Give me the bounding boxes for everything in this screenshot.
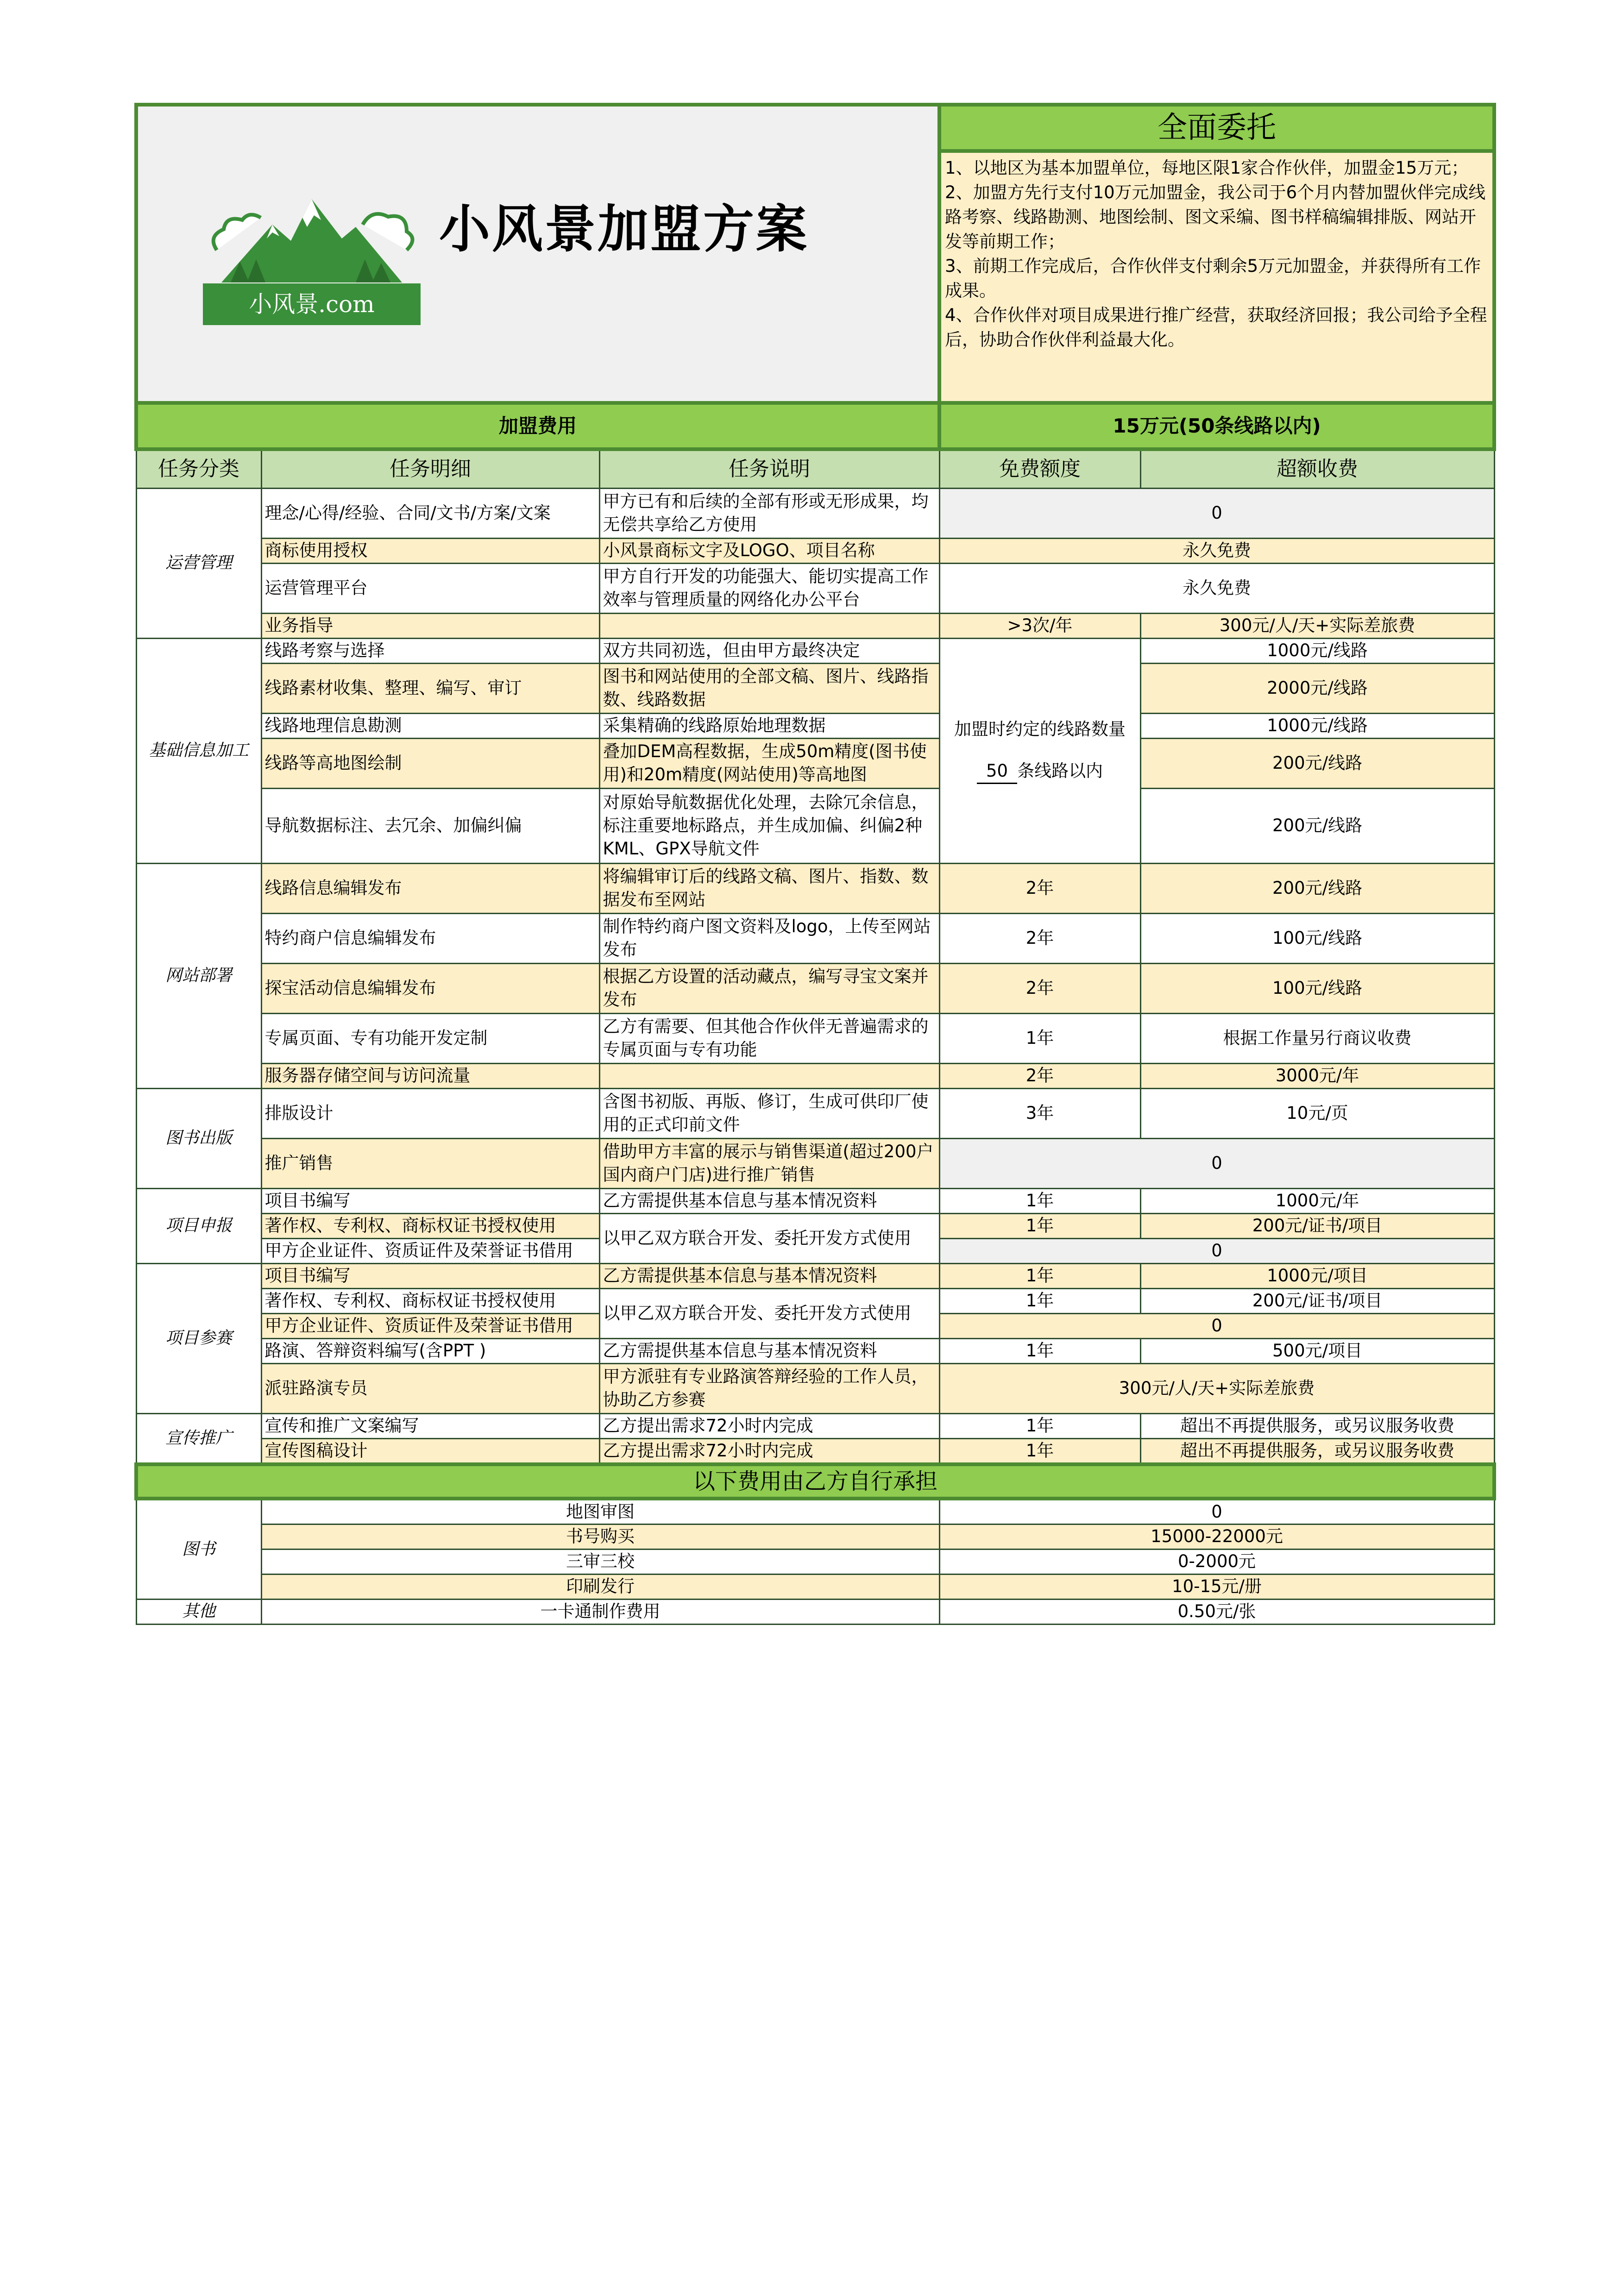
cost-item-name: 印刷发行 [261, 1574, 939, 1599]
table-row [136, 1363, 1494, 1413]
merged-fee: 永久免费 [939, 538, 1494, 563]
task-desc: 以甲乙双方联合开发、委托开发方式使用 [599, 1213, 939, 1263]
free-quota: 2年 [939, 863, 1140, 913]
table-row [136, 963, 1494, 1013]
merged-fee: 0 [939, 1238, 1494, 1263]
free-quota: 2年 [939, 913, 1140, 963]
task-detail: 线路等高地图绘制 [261, 738, 599, 788]
table-row [136, 1213, 1494, 1238]
free-quota: 3年 [939, 1088, 1140, 1138]
task-desc [599, 613, 939, 638]
extra-fee: 200元/线路 [1140, 738, 1494, 788]
table-row [136, 738, 1494, 788]
free-quota: 1年 [939, 1013, 1140, 1063]
task-desc: 乙方提出需求72小时内完成 [599, 1438, 939, 1464]
table-row [136, 663, 1494, 713]
cost-item-value: 15000-22000元 [939, 1524, 1494, 1549]
free-quota: 1年 [939, 1213, 1140, 1238]
task-detail: 宣传和推广文案编写 [261, 1413, 599, 1438]
basic-free-line [943, 759, 1137, 784]
task-desc: 根据乙方设置的活动藏点，编写寻宝文案并发布 [599, 963, 939, 1013]
free-quota: 1年 [939, 1438, 1140, 1464]
task-detail: 路演、答辩资料编写(含PPT ) [261, 1338, 599, 1363]
intro-line: 4、合作伙伴对项目成果进行推广经营，获取经济回报；我公司给予全程后，协助合作伙伴利益最大化。 [945, 305, 1487, 350]
col-header-detail: 任务明细 [261, 449, 599, 488]
extra-fee: 200元/线路 [1140, 788, 1494, 863]
task-detail: 派驻路演专员 [261, 1363, 599, 1413]
package-title: 全面委托 [939, 105, 1494, 151]
table-row [136, 488, 1494, 538]
table-row [136, 788, 1494, 863]
task-detail: 特约商户信息编辑发布 [261, 913, 599, 963]
task-desc: 制作特约商户图文资料及logo，上传至网站发布 [599, 913, 939, 963]
table-row [136, 1063, 1494, 1088]
task-desc: 乙方需提供基本信息与基本情况资料 [599, 1188, 939, 1213]
task-detail: 导航数据标注、去冗余、加偏纠偏 [261, 788, 599, 863]
table-row [136, 563, 1494, 613]
table-row [136, 1574, 1494, 1599]
extra-fee: 200元/证书/项目 [1140, 1288, 1494, 1313]
table-row [136, 863, 1494, 913]
basic-free-number: 50 [977, 759, 1017, 784]
task-detail: 服务器存储空间与访问流量 [261, 1063, 599, 1088]
merged-fee: 0 [939, 1138, 1494, 1188]
category-label: 基础信息加工 [136, 638, 261, 863]
table-row [136, 1088, 1494, 1138]
task-detail: 线路考察与选择 [261, 638, 599, 663]
cost-item-name: 地图审图 [261, 1499, 939, 1524]
free-quota: >3次/年 [939, 613, 1140, 638]
extra-fee: 超出不再提供服务，或另议服务收费 [1140, 1438, 1494, 1464]
task-detail: 理念/心得/经验、合同/文书/方案/文案 [261, 488, 599, 538]
basic-free-text: 加盟时约定的线路数量 [954, 719, 1126, 739]
free-quota: 1年 [939, 1288, 1140, 1313]
task-detail: 业务指导 [261, 613, 599, 638]
table-row [136, 1013, 1494, 1063]
category-label: 运营管理 [136, 488, 261, 638]
extra-fee: 500元/项目 [1140, 1338, 1494, 1363]
task-desc: 甲方已有和后续的全部有形或无形成果，均无偿共享给乙方使用 [599, 488, 939, 538]
table-row [136, 1599, 1494, 1624]
category-label: 图书 [136, 1499, 261, 1600]
task-desc: 叠加DEM高程数据，生成50m精度(图书使用)和20m精度(网站使用)等高地图 [599, 738, 939, 788]
cost-item-name: 一卡通制作费用 [261, 1599, 939, 1624]
merged-fee: 永久免费 [939, 563, 1494, 613]
basic-free-suffix: 条线路以内 [1017, 760, 1103, 781]
extra-fee: 1000元/年 [1140, 1188, 1494, 1213]
page-title: 小风景加盟方案 [439, 200, 809, 259]
table-row [136, 538, 1494, 563]
task-detail: 甲方企业证件、资质证件及荣誉证书借用 [261, 1238, 599, 1263]
category-label: 图书出版 [136, 1088, 261, 1188]
task-desc: 将编辑审订后的线路文稿、图片、指数、数据发布至网站 [599, 863, 939, 913]
col-header-desc: 任务说明 [599, 449, 939, 488]
task-desc: 双方共同初选，但由甲方最终决定 [599, 638, 939, 663]
task-desc: 甲方派驻有专业路演答辩经验的工作人员，协助乙方参赛 [599, 1363, 939, 1413]
task-detail: 推广销售 [261, 1138, 599, 1188]
cost-item-name: 三审三校 [261, 1549, 939, 1574]
table-row [136, 1549, 1494, 1574]
mountain-logo-icon [203, 181, 421, 287]
basic-free-quota [939, 638, 1140, 863]
category-label: 网站部署 [136, 863, 261, 1088]
intro-line: 1、以地区为基本加盟单位，每地区限1家合作伙伴，加盟金15万元； [945, 158, 1469, 178]
task-detail: 运营管理平台 [261, 563, 599, 613]
table-row [136, 1188, 1494, 1213]
free-quota: 1年 [939, 1413, 1140, 1438]
cost-item-value: 0 [939, 1499, 1494, 1524]
table-row [136, 1263, 1494, 1288]
cost-item-value: 0.50元/张 [939, 1599, 1494, 1624]
task-desc: 小风景商标文字及LOGO、项目名称 [599, 538, 939, 563]
free-quota: 1年 [939, 1188, 1140, 1213]
free-quota: 1年 [939, 1338, 1140, 1363]
logo [203, 181, 421, 320]
task-detail: 探宝活动信息编辑发布 [261, 963, 599, 1013]
category-label: 项目申报 [136, 1188, 261, 1263]
task-detail: 线路信息编辑发布 [261, 863, 599, 913]
task-desc: 乙方需提供基本信息与基本情况资料 [599, 1338, 939, 1363]
plan-table [134, 103, 1496, 1625]
col-header-category: 任务分类 [136, 449, 261, 488]
task-detail: 专属页面、专有功能开发定制 [261, 1013, 599, 1063]
cost-item-value: 0-2000元 [939, 1549, 1494, 1574]
logo-text: 小风景.com [203, 283, 421, 325]
extra-fee: 超出不再提供服务，或另议服务收费 [1140, 1413, 1494, 1438]
intro-text [939, 151, 1494, 403]
merged-fee: 0 [939, 1313, 1494, 1338]
table-row [136, 1338, 1494, 1363]
col-header-free: 免费额度 [939, 449, 1140, 488]
task-desc: 乙方提出需求72小时内完成 [599, 1413, 939, 1438]
category-label: 宣传推广 [136, 1413, 261, 1464]
task-desc: 对原始导航数据优化处理，去除冗余信息，标注重要地标路点，并生成加偏、纠偏2种KML、GPX导航文件 [599, 788, 939, 863]
task-detail: 线路地理信息勘测 [261, 713, 599, 738]
cost-item-name: 书号购买 [261, 1524, 939, 1549]
task-desc: 乙方有需要、但其他合作伙伴无普遍需求的专属页面与专有功能 [599, 1013, 939, 1063]
merged-fee: 0 [939, 488, 1494, 538]
fee-label: 加盟费用 [136, 403, 939, 449]
task-detail: 项目书编写 [261, 1263, 599, 1288]
task-desc: 含图书初版、再版、修订，生成可供印厂使用的正式印前文件 [599, 1088, 939, 1138]
extra-fee: 1000元/线路 [1140, 638, 1494, 663]
cost-item-value: 10-15元/册 [939, 1574, 1494, 1599]
task-detail: 著作权、专利权、商标权证书授权使用 [261, 1213, 599, 1238]
extra-fee: 3000元/年 [1140, 1063, 1494, 1088]
free-quota: 2年 [939, 963, 1140, 1013]
task-detail: 商标使用授权 [261, 538, 599, 563]
fee-value: 15万元(50条线路以内) [939, 403, 1494, 449]
extra-fee: 1000元/线路 [1140, 713, 1494, 738]
table-row [136, 1138, 1494, 1188]
self-cost-title: 以下费用由乙方自行承担 [136, 1464, 1494, 1499]
task-desc: 以甲乙双方联合开发、委托开发方式使用 [599, 1288, 939, 1338]
extra-fee: 10元/页 [1140, 1088, 1494, 1138]
franchise-plan-sheet [134, 103, 1492, 1625]
free-quota: 2年 [939, 1063, 1140, 1088]
task-detail: 项目书编写 [261, 1188, 599, 1213]
task-detail: 甲方企业证件、资质证件及荣誉证书借用 [261, 1313, 599, 1338]
category-label: 其他 [136, 1599, 261, 1624]
task-detail: 线路素材收集、整理、编写、审订 [261, 663, 599, 713]
task-desc: 甲方自行开发的功能强大、能切实提高工作效率与管理质量的网络化办公平台 [599, 563, 939, 613]
table-row [136, 1499, 1494, 1524]
category-label: 项目参赛 [136, 1263, 261, 1413]
table-row [136, 1413, 1494, 1438]
task-desc: 图书和网站使用的全部文稿、图片、线路指数、线路数据 [599, 663, 939, 713]
task-desc: 借助甲方丰富的展示与销售渠道(超过200户国内商户门店)进行推广销售 [599, 1138, 939, 1188]
table-row [136, 613, 1494, 638]
table-row [136, 1288, 1494, 1313]
task-desc: 采集精确的线路原始地理数据 [599, 713, 939, 738]
task-desc [599, 1063, 939, 1088]
free-quota: 1年 [939, 1263, 1140, 1288]
table-row [136, 1438, 1494, 1464]
extra-fee: 200元/线路 [1140, 863, 1494, 913]
extra-fee: 根据工作量另行商议收费 [1140, 1013, 1494, 1063]
table-row [136, 1524, 1494, 1549]
extra-fee: 1000元/项目 [1140, 1263, 1494, 1288]
extra-fee: 100元/线路 [1140, 913, 1494, 963]
extra-fee: 2000元/线路 [1140, 663, 1494, 713]
table-row [136, 713, 1494, 738]
extra-fee: 100元/线路 [1140, 963, 1494, 1013]
extra-fee: 300元/人/天+实际差旅费 [1140, 613, 1494, 638]
table-row [136, 638, 1494, 663]
extra-fee: 200元/证书/项目 [1140, 1213, 1494, 1238]
task-desc: 乙方需提供基本信息与基本情况资料 [599, 1263, 939, 1288]
intro-line: 3、前期工作完成后，合作伙伴支付剩余5万元加盟金，并获得所有工作成果。 [945, 256, 1481, 301]
task-detail: 著作权、专利权、商标权证书授权使用 [261, 1288, 599, 1313]
table-row [136, 913, 1494, 963]
task-detail: 排版设计 [261, 1088, 599, 1138]
task-detail: 宣传图稿设计 [261, 1438, 599, 1464]
logo-title-block [136, 105, 939, 403]
intro-line: 2、加盟方先行支付10万元加盟金，我公司于6个月内替加盟伙伴完成线路考察、线路勘测、地图绘制、图文采编、图书样稿编辑排版、网站开发等前期工作； [945, 182, 1486, 251]
col-header-extra: 超额收费 [1140, 449, 1494, 488]
merged-fee: 300元/人/天+实际差旅费 [939, 1363, 1494, 1413]
